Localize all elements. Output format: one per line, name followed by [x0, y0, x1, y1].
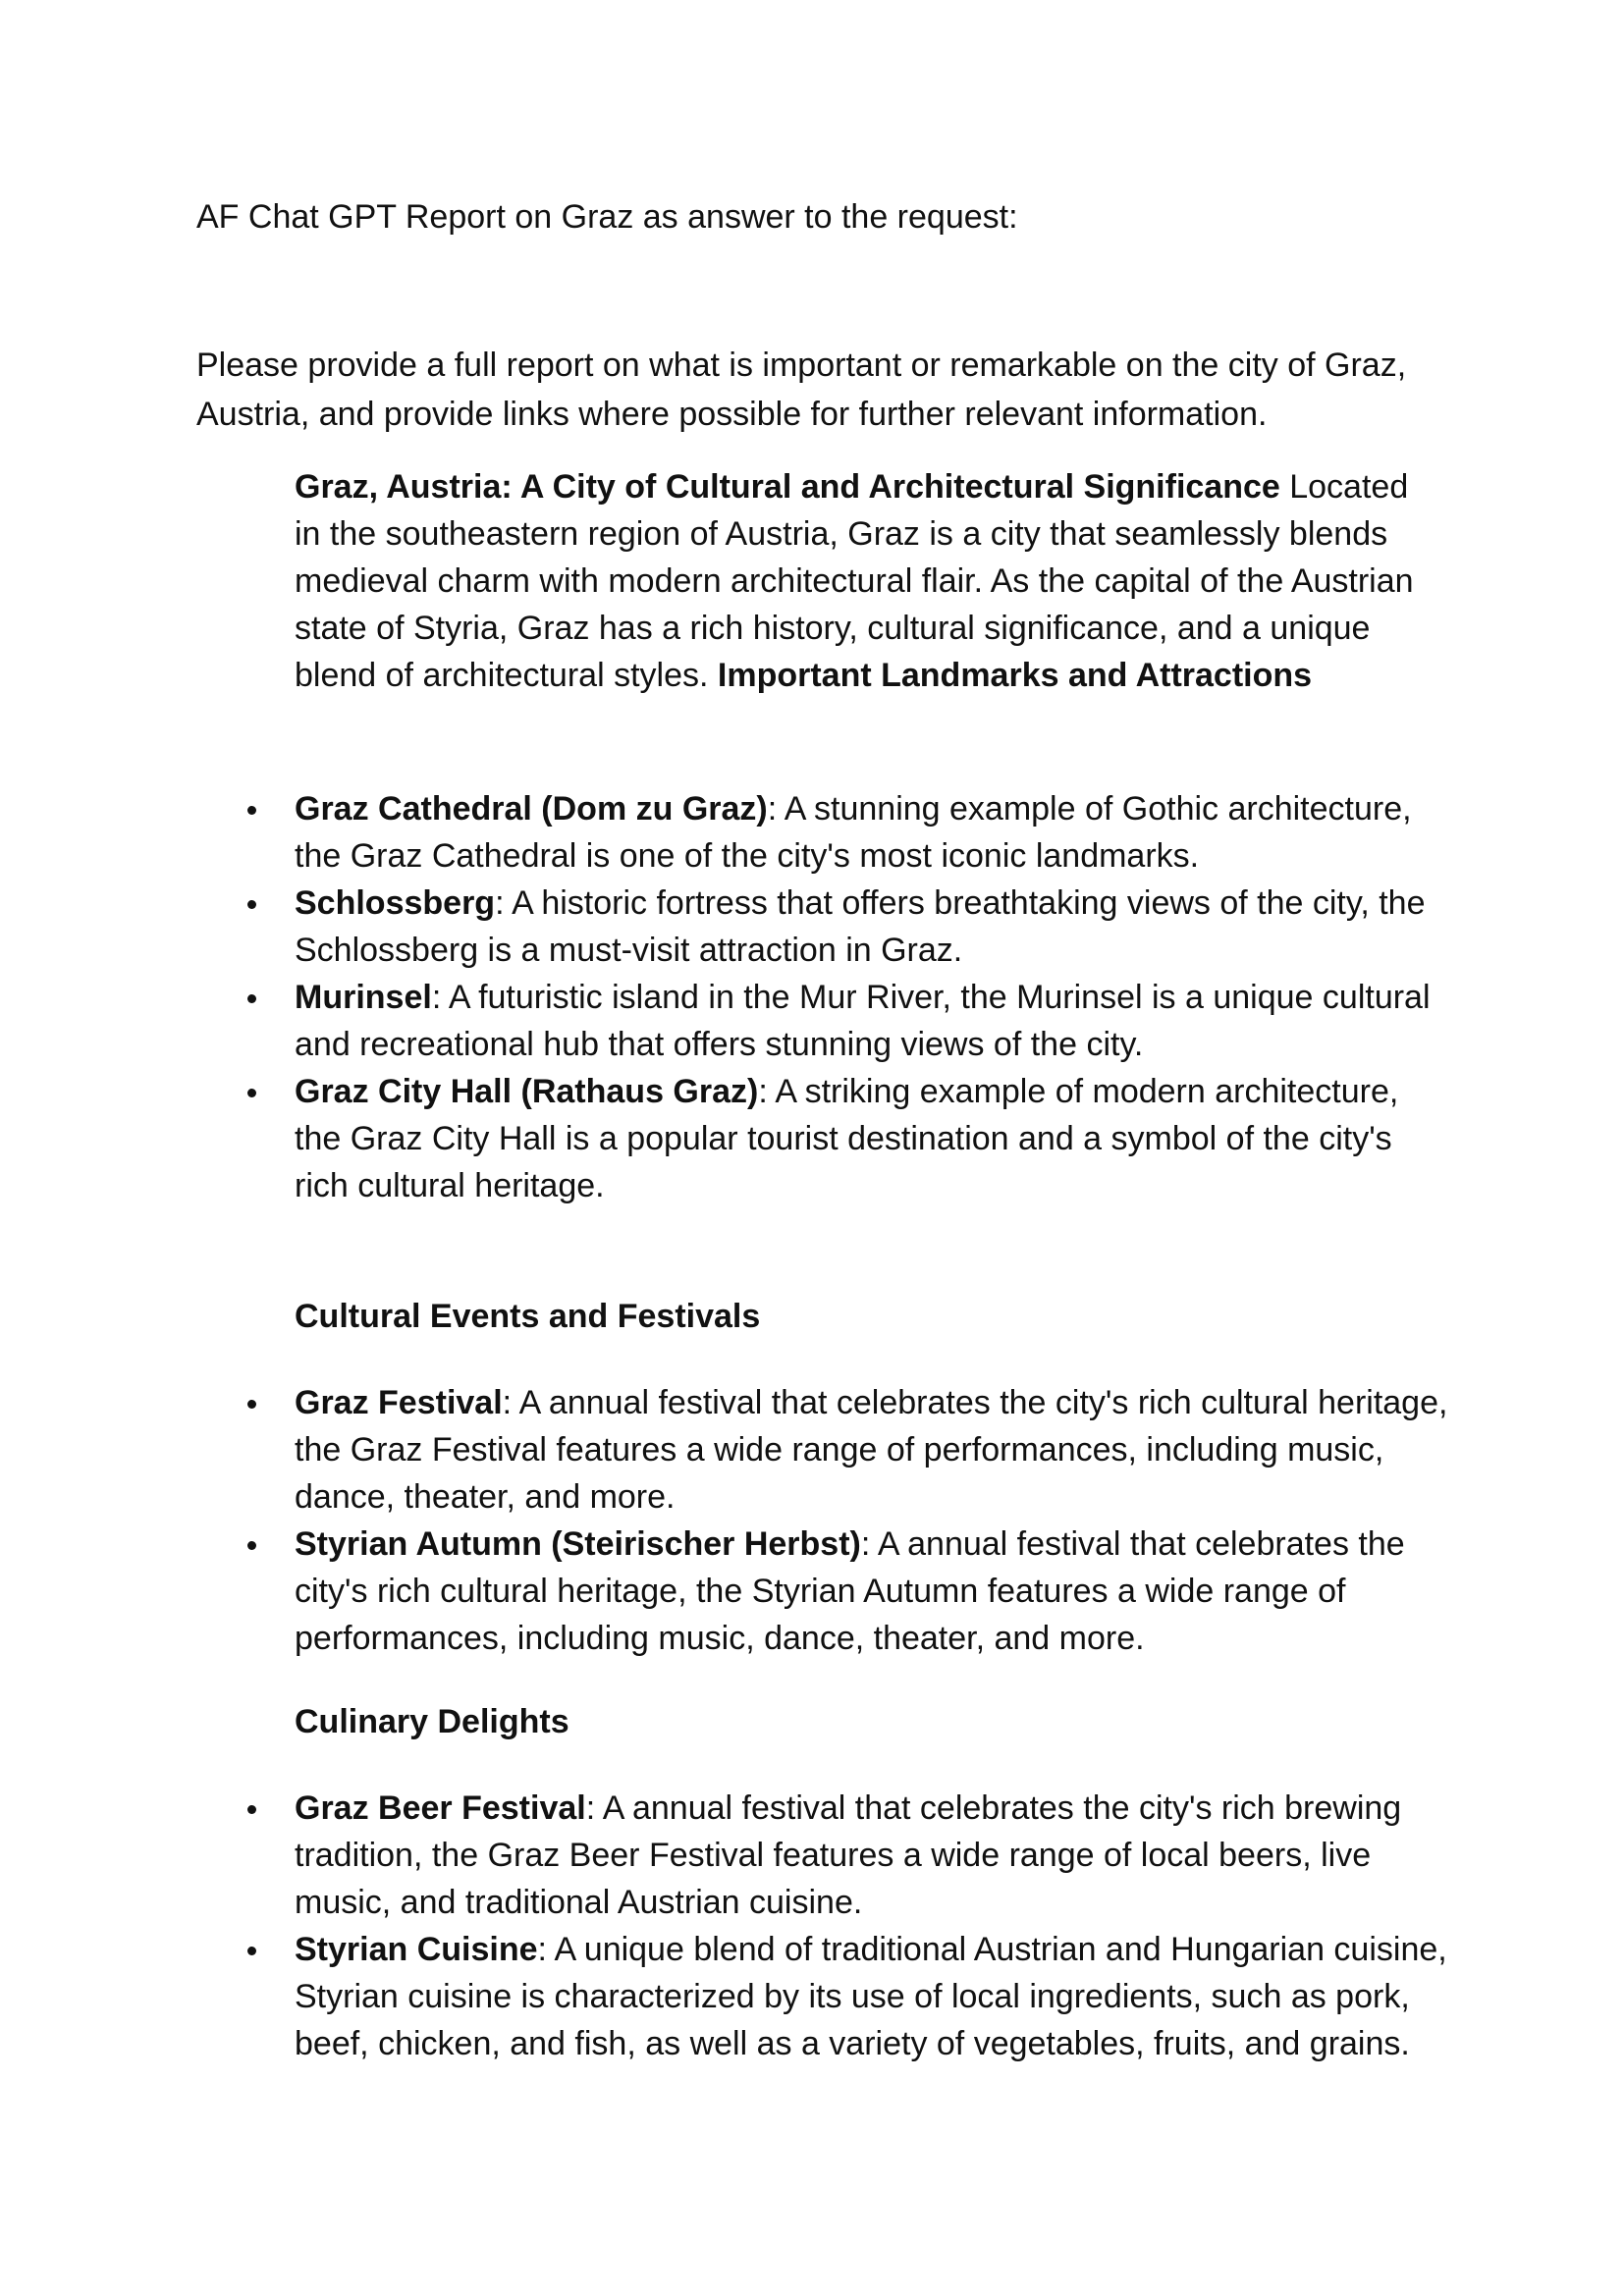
intro-title: Graz, Austria: A City of Cultural and Architectural Significance: [295, 468, 1280, 506]
item-desc: : A annual festival that celebrates the city's rich cultural heritage, the Graz Festival features a wide range of performances, including music, dance, theater, and more.: [295, 1384, 1448, 1516]
item-desc: : A annual festival that celebrates the city's rich cultural heritage, the Styrian Autumn features a wide range of performances, including music, dance, theater, and more.: [295, 1525, 1405, 1657]
item-name: Styrian Autumn (Steirischer Herbst): [295, 1525, 861, 1563]
bullet-icon: [247, 1805, 256, 1814]
bullet-icon: [247, 900, 256, 909]
request-text: Please provide a full report on what is important or remarkable on the city of Graz, Austria, and provide links where possible for further relevant information.: [196, 347, 1407, 433]
item-name: Graz Festival: [295, 1384, 503, 1421]
item-name: Graz City Hall (Rathaus Graz): [295, 1073, 759, 1110]
item-name: Schlossberg: [295, 884, 496, 922]
bullet-icon: [247, 1541, 256, 1550]
culinary-heading: Culinary Delights: [295, 1703, 569, 1740]
report-header: AF Chat GPT Report on Graz as answer to the request:: [196, 198, 1018, 236]
item-name: Murinsel: [295, 979, 432, 1016]
list-item: [295, 1926, 1453, 2067]
events-heading: Cultural Events and Festivals: [295, 1298, 761, 1335]
intro-text: Located in the southeastern region of Austria, Graz is a city that seamlessly blends medieval charm with modern architectural flair. As the capital of the Austrian state of Styria, Graz has a rich history, cultural significance, and a unique blend of architectural styles.: [295, 468, 1414, 694]
bullet-icon: [247, 994, 256, 1003]
item-name: Styrian Cuisine: [295, 1931, 538, 1968]
item-name: Graz Beer Festival: [295, 1789, 586, 1827]
bullet-icon: [247, 1400, 256, 1409]
item-name: Graz Cathedral (Dom zu Graz): [295, 790, 768, 828]
item-desc: : A unique blend of traditional Austrian and Hungarian cuisine, Styrian cuisine is characterized by its use of local ingredients, such as pork, beef, chicken, and fish, as well as a variety of vegetables, fruits, and grains.: [295, 1931, 1447, 2062]
landmarks-list: [295, 785, 1453, 1209]
bullet-icon: [247, 806, 256, 815]
list-item: [295, 1785, 1453, 1926]
item-desc: : A striking example of modern architecture, the Graz City Hall is a popular tourist destination and a symbol of the city's rich cultural heritage.: [295, 1073, 1399, 1204]
item-desc: : A futuristic island in the Mur River, the Murinsel is a unique cultural and recreational hub that offers stunning views of the city.: [295, 979, 1431, 1063]
landmarks-heading: Important Landmarks and Attractions: [717, 657, 1313, 694]
list-item: [295, 1068, 1453, 1209]
bullet-icon: [247, 1947, 256, 1955]
item-desc: : A annual festival that celebrates the city's rich brewing tradition, the Graz Beer Festival features a wide range of local beers, live music, and traditional Austrian cuisine.: [295, 1789, 1402, 1921]
item-desc: : A historic fortress that offers breathtaking views of the city, the Schlossberg is a must-visit attraction in Graz.: [295, 884, 1426, 969]
culinary-list: [295, 1785, 1453, 2067]
list-item: [295, 974, 1453, 1068]
list-item: [295, 880, 1453, 974]
list-item: [295, 1379, 1453, 1521]
list-item: [295, 1521, 1453, 1662]
item-desc: : A stunning example of Gothic architecture, the Graz Cathedral is one of the city's most iconic landmarks.: [295, 790, 1412, 875]
intro-paragraph: [295, 463, 1443, 699]
list-item: [295, 785, 1453, 880]
events-list: [295, 1379, 1453, 1662]
bullet-icon: [247, 1089, 256, 1097]
